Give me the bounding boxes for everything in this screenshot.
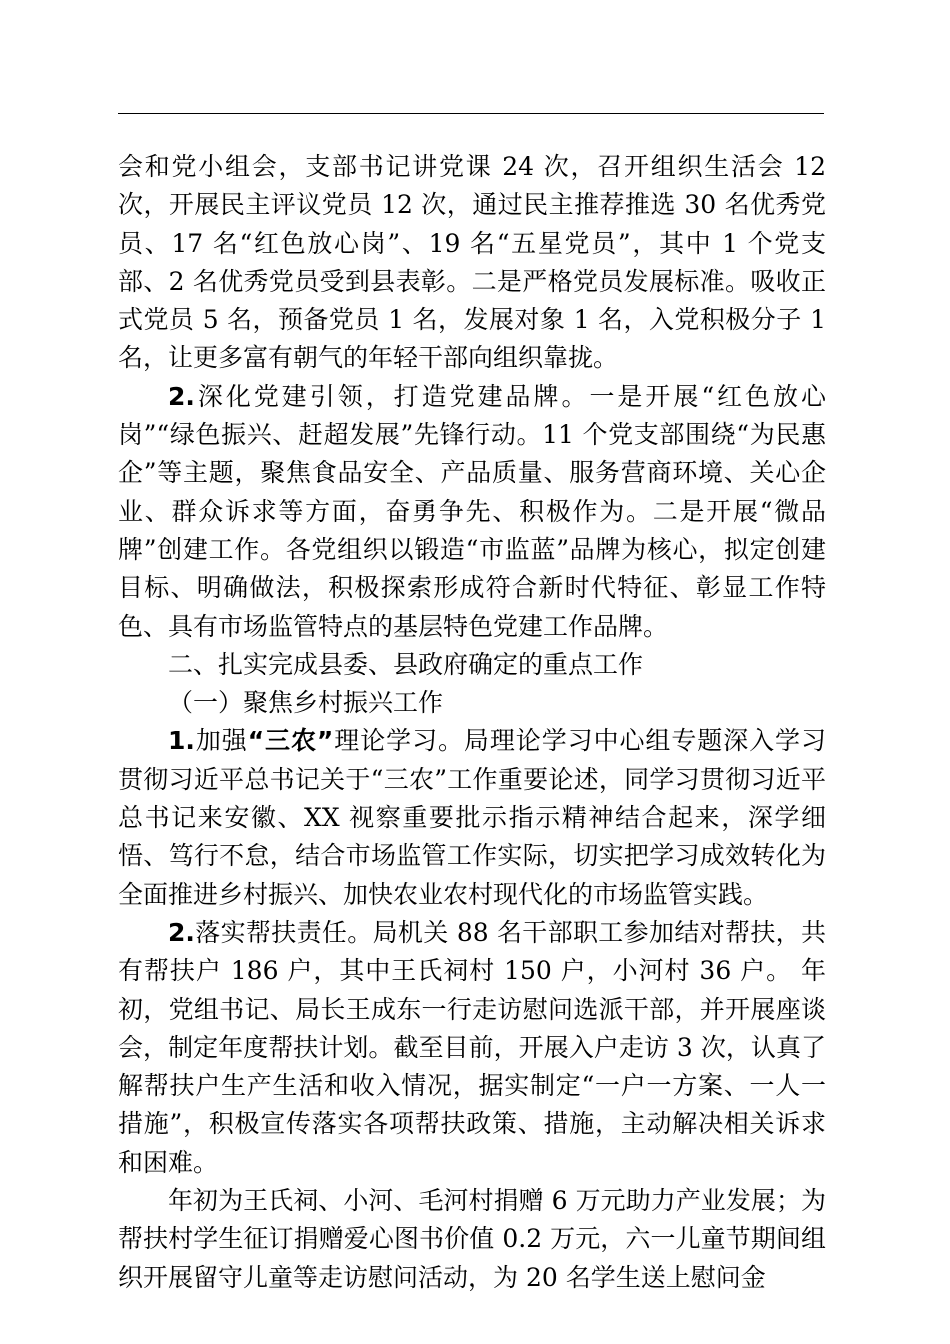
subsection-heading [118, 684, 826, 722]
item-number: 2. [168, 917, 195, 947]
paragraph-party-activities [118, 148, 826, 378]
paragraph-text: 落实帮扶责任。局机关 88 名干部职工参加结对帮扶，共有帮扶户 186 户，其中王氏祠村 150 户，小河村 36 户。 年初，党组书记、局长王成东一行走访慰问选派干部，并开展座谈会，制定年度帮扶计划。截至目前，开展入户走访 3 次，认真了解帮扶户生产生活和收入情况，据实制定“一户一方案、一人一措施”，积极宣传落实各项帮扶政策、措施，主动解决相关诉求和困难。 [118, 917, 826, 1177]
paragraph-text: 年初为王氏祠、小河、毛河村捐赠 6 万元助力产业发展；为帮扶村学生征订捐赠爱心图书价值 0.2 万元，六一儿童节期间组织开展留守儿童等走访慰问活动，为 20 名学生送上慰问金 [118, 1186, 826, 1292]
paragraph-party-brand [118, 378, 826, 646]
paragraph-text-rest: 理论学习。局理论学习中心组专题深入学习贯彻习近平总书记关于“三农”工作重要论述，同学习贯彻习近平总书记来安徽、XX 视察重要批示指示精神结合起来，深学细悟、笃行不怠，结合市场监管工作实际，切实把学习成效转化为全面推进乡村振兴、加快农业农村现代化的市场监管实践。 [118, 726, 826, 909]
section-heading-text: 二、扎实完成县委、县政府确定的重点工作 [168, 649, 644, 679]
paragraph-donations [118, 1182, 826, 1297]
header-rule [118, 113, 824, 114]
paragraph-text: 会和党小组会，支部书记讲党课 24 次，召开组织生活会 12 次，开展民主评议党员 12 次，通过民主推荐推选 30 名优秀党员、17 名“红色放心岗”、19 名“五星党员”，其中 1 个党支部、2 名优秀党员受到县表彰。二是严格党员发展标准。吸收正式党员 5 名，预备党员 1 名，发展对象 1 名，入党积极分子 1 名，让更多富有朝气的年轻干部向组织靠拢。 [118, 152, 826, 373]
paragraph-emphasis: “三农” [247, 726, 334, 756]
document-body [118, 148, 826, 1297]
item-number: 1. [168, 726, 195, 756]
section-heading [118, 646, 826, 684]
paragraph-text-start: 加强 [194, 726, 248, 756]
subsection-heading-text: （一）聚焦乡村振兴工作 [168, 688, 444, 718]
paragraph-theory-study [118, 722, 826, 913]
paragraph-assistance [118, 914, 826, 1182]
paragraph-text: 深化党建引领，打造党建品牌。一是开展“红色放心岗”“绿色振兴、赶超发展”先锋行动。11 个党支部围绕“为民惠企”等主题，聚焦食品安全、产品质量、服务营商环境、关心企业、群众诉求等方面，奋勇争先、积极作为。二是开展“微品牌”创建工作。各党组织以锻造“市监蓝”品牌为核心，拟定创建目标、明确做法，积极探索形成符合新时代特征、彰显工作特色、具有市场监管特点的基层特色党建工作品牌。 [118, 381, 826, 641]
item-number: 2. [168, 381, 195, 411]
